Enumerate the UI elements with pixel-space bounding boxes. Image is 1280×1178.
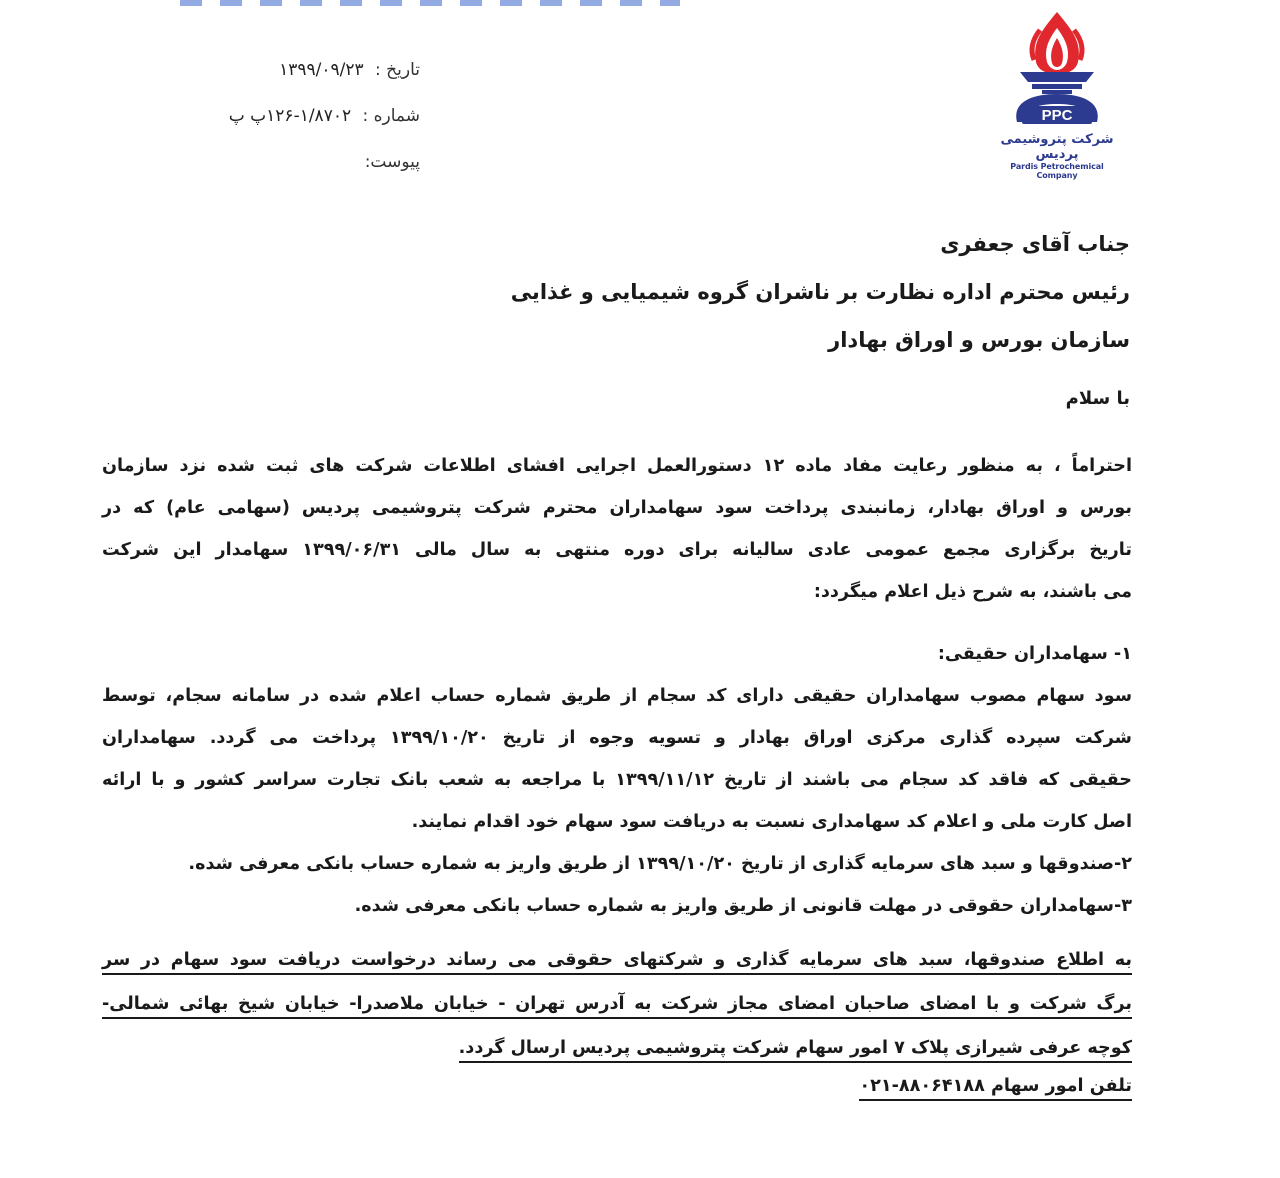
date-label: تاریخ : (375, 60, 420, 80)
notice-line (102, 1028, 1132, 1072)
section1-line: سود سهام مصوب سهامداران حقیقی دارای کد سجام از طریق شماره حساب اعلام شده در سامانه سجام، توسط (102, 686, 1132, 706)
number-label: شماره : (362, 106, 420, 126)
top-decorative-strip (180, 0, 680, 6)
notice-line-text: به اطلاع صندوقها، سبد های سرمایه گذاری و شرکتهای حقوقی می رساند درخواست دریافت سود سهام در سر (102, 950, 1132, 975)
shareholders-phone (859, 1076, 1132, 1096)
notice-line-text: برگ شرکت و با امضای صاحبان امضای مجاز شرکت به آدرس تهران - خیابان ملاصدرا- خیابان شیخ بهائی شمالی- (102, 994, 1132, 1019)
notice-line (102, 940, 1132, 984)
notice-paragraph (102, 940, 1132, 1072)
body-paragraph (102, 446, 1132, 614)
section1-line: حقیقی که فاقد کد سجام می باشند از تاریخ ۱۳۹۹/۱۱/۱۲ با مراجعه به شعب بانک تجارت سراسر کشور و با ارائه (102, 770, 1132, 790)
body-line: تاریخ برگزاری مجمع عمومی عادی سالیانه برای دوره منتهی به سال مالی ۱۳۹۹/۰۶/۳۱ سهامدار این شرکت (102, 540, 1133, 560)
body-line: احتراماً ، به منظور رعایت مفاد ماده ۱۲ دستورالعمل اجرایی افشای اطلاعات شرکت های ثبت شده نزد سازمان (102, 456, 1132, 476)
attachment-label: پیوست: (364, 152, 420, 172)
body-line: بورس و اوراق بهادار، زمانبندی پرداخت سود سهامداران محترم شرکت پتروشیمی پردیس (سهامی عام) که در (102, 498, 1132, 518)
phone-text: تلفن امور سهام ۸۸۰۶۴۱۸۸-۰۲۱ (859, 1076, 1132, 1101)
section1-heading: ۱- سهامداران حقیقی: (937, 644, 1132, 664)
addressee-block (130, 226, 1130, 370)
notice-line (102, 984, 1132, 1028)
logo-abbrev: PPC (1041, 107, 1073, 124)
ppc-flame-logo-icon (1002, 10, 1112, 130)
section2-item: ۲-صندوقها و سبد های سرمایه گذاری از تاریخ ۱۳۹۹/۱۰/۲۰ از طریق واریز به شماره حساب بانکی معرفی شده. (188, 854, 1132, 874)
company-logo (992, 10, 1122, 180)
section-payments (102, 634, 1132, 928)
number-row (190, 102, 420, 148)
section1-line: شرکت سپرده گذاری مرکزی اوراق بهادار و تسویه وجوه از تاریخ ۱۳۹۹/۱۰/۲۰ پرداخت می گردد. سهامداران (102, 728, 1132, 748)
number-value: ۱/۸۷۰۲-۱۲۶پ پ (228, 106, 352, 126)
body-line: می باشند، به شرح ذیل اعلام میگردد: (813, 582, 1132, 602)
notice-line-text: کوچه عرفی شیرازی پلاک ۷ امور سهام شرکت پتروشیمی پردیس ارسال گردد. (459, 1038, 1132, 1063)
date-value: ۱۳۹۹/۰۹/۲۳ (279, 60, 364, 80)
addressee-name: جناب آقای جعفری (940, 232, 1130, 256)
addressee-title: رئیس محترم اداره نظارت بر ناشران گروه شیمیایی و غذایی (510, 280, 1130, 304)
attachment-row (190, 148, 420, 194)
company-name-fa: شرکت پتروشیمی پردیس (1000, 132, 1114, 162)
addressee-organization: سازمان بورس و اوراق بهادار (828, 328, 1130, 352)
section1-line: اصل کارت ملی و اعلام کد سهامداری نسبت به دریافت سود سهام خود اقدام نمایند. (411, 812, 1132, 832)
letter-meta (190, 56, 420, 194)
date-row (190, 56, 420, 102)
company-name-en: Pardis Petrochemical Company (1010, 162, 1104, 180)
greeting: با سلام (1065, 388, 1130, 409)
section3-item: ۳-سهامداران حقوقی در مهلت قانونی از طریق واریز به شماره حساب بانکی معرفی شده. (354, 896, 1132, 916)
